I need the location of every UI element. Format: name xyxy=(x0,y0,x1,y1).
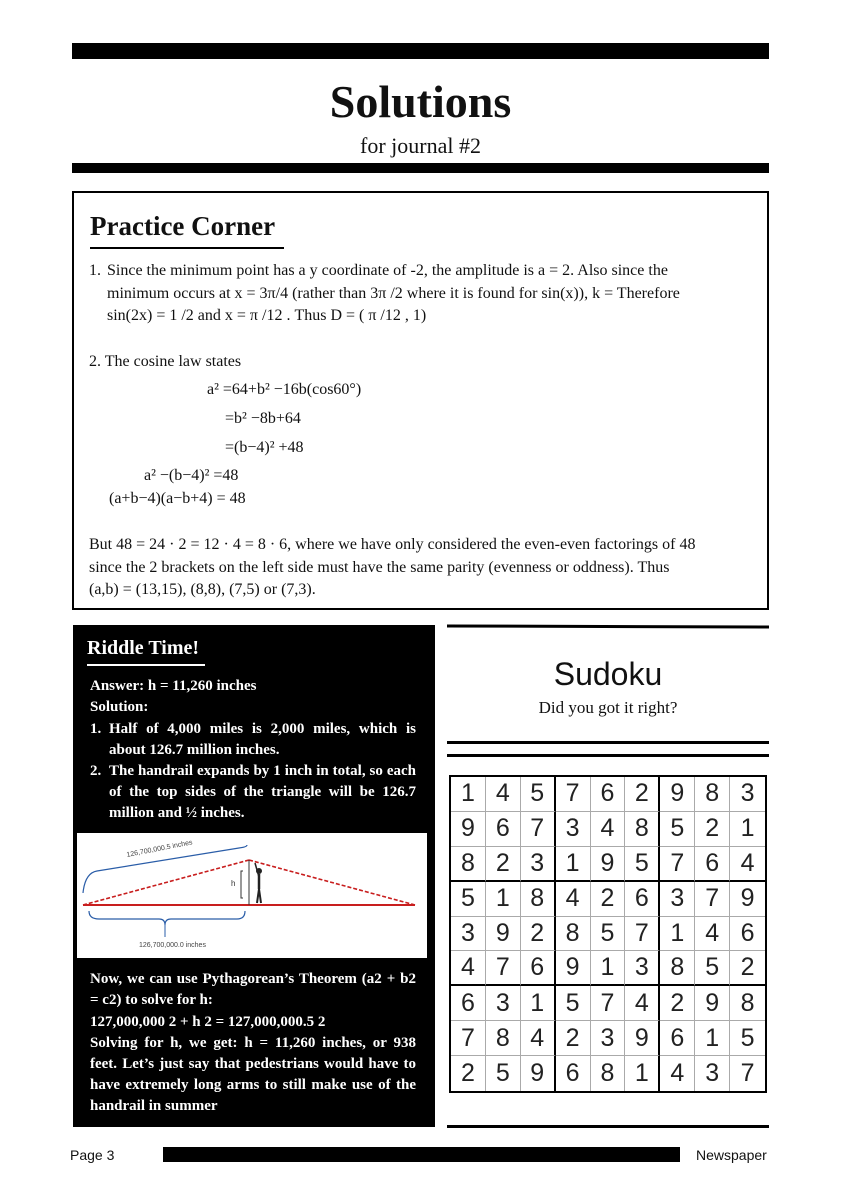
top-brace xyxy=(83,845,247,893)
sudoku-cell: 4 xyxy=(486,777,521,812)
sudoku-cell: 4 xyxy=(591,812,626,847)
sudoku-cell: 3 xyxy=(625,951,660,986)
sudoku-cell: 7 xyxy=(556,777,591,812)
sudoku-cell: 4 xyxy=(625,986,660,1021)
sudoku-cell: 4 xyxy=(521,1021,556,1056)
sudoku-cell: 5 xyxy=(521,777,556,812)
sudoku-cell: 2 xyxy=(660,986,695,1021)
body-line-1: Now, we can use Pythagorean’s Theorem (a2 + b2 xyxy=(90,971,416,987)
sudoku-cell: 8 xyxy=(695,777,730,812)
page-number: Page 3 xyxy=(70,1147,115,1163)
top-length-label: 126,700,000.5 inches xyxy=(126,839,194,859)
sudoku-cell: 7 xyxy=(451,1021,486,1056)
sudoku-cell: 9 xyxy=(695,986,730,1021)
sudoku-cell: 9 xyxy=(521,1056,556,1091)
sudoku-cell: 2 xyxy=(451,1056,486,1091)
equation-3: =(b−4)² +48 xyxy=(225,439,304,456)
sudoku-cell: 3 xyxy=(451,917,486,952)
conclusion-line-1: But 48 = 24 · 2 = 12 · 4 = 8 · 6, where we have only considered the even-even factorings of 48 xyxy=(89,536,696,553)
sudoku-cell: 2 xyxy=(521,917,556,952)
riddle-heading: Riddle Time! xyxy=(87,635,205,666)
sudoku-cell: 1 xyxy=(521,986,556,1021)
sudoku-cell: 1 xyxy=(625,1056,660,1091)
sudoku-cell: 1 xyxy=(556,847,591,882)
sudoku-cell: 4 xyxy=(451,951,486,986)
sudoku-cell: 8 xyxy=(730,986,765,1021)
sudoku-cell: 3 xyxy=(695,1056,730,1091)
step1-marker: 1. xyxy=(90,721,102,737)
sudoku-cell: 5 xyxy=(486,1056,521,1091)
sudoku-cell: 9 xyxy=(660,777,695,812)
sudoku-cell: 1 xyxy=(486,882,521,917)
item1-line-2: minimum occurs at x = 3π/4 (rather than 3π /2 where it is found for sin(x)), k = Therefore xyxy=(107,284,680,302)
sudoku-cell: 2 xyxy=(695,812,730,847)
sudoku-cell: 2 xyxy=(625,777,660,812)
sudoku-cell: 6 xyxy=(521,951,556,986)
body-line-2: = c2) to solve for h: xyxy=(90,992,213,1008)
footer-rule xyxy=(163,1147,680,1162)
step2-line-3: million and ½ inches. xyxy=(109,805,245,821)
conclusion-line-3: (a,b) = (13,15), (8,8), (7,5) or (7,3). xyxy=(89,581,316,598)
body-line-5: feet. Let’s just say that pedestrians would have to xyxy=(90,1056,416,1072)
person-leg xyxy=(259,889,261,903)
top-rule xyxy=(72,43,769,59)
sudoku-cell: 9 xyxy=(625,1021,660,1056)
sudoku-rule-2 xyxy=(447,754,769,757)
sudoku-cell: 7 xyxy=(625,917,660,952)
sudoku-cell: 3 xyxy=(660,882,695,917)
item1-line-3: sin(2x) = 1 /2 and x = π /12 . Thus D = ( π /12 , 1) xyxy=(107,307,427,324)
body-line-6: have extremely long arms to still make use of the xyxy=(90,1077,416,1093)
riddle-answer: Answer: h = 11,260 inches xyxy=(90,678,257,694)
sudoku-cell: 7 xyxy=(660,847,695,882)
sudoku-cell: 8 xyxy=(451,847,486,882)
triangle-right-side xyxy=(249,860,415,905)
sudoku-cell: 1 xyxy=(695,1021,730,1056)
item1-marker: 1. xyxy=(89,262,101,279)
sudoku-cell: 8 xyxy=(591,1056,626,1091)
sudoku-title: Sudoku xyxy=(553,656,663,692)
sudoku-cell: 2 xyxy=(486,847,521,882)
handrail-diagram-svg xyxy=(77,833,427,958)
conclusion-line-2: since the 2 brackets on the left side must have the same parity (evenness or oddness). Thus xyxy=(89,558,670,576)
sudoku-cell: 8 xyxy=(521,882,556,917)
sudoku-cell: 6 xyxy=(625,882,660,917)
sudoku-cell: 1 xyxy=(660,917,695,952)
sudoku-cell: 5 xyxy=(556,986,591,1021)
sudoku-rule-1 xyxy=(447,741,769,744)
equation-1: a² =64+b² −16b(cos60°) xyxy=(207,381,362,398)
body-line-3: 127,000,000 2 + h 2 = 127,000,000.5 2 xyxy=(90,1014,326,1030)
height-brace xyxy=(241,871,243,898)
sudoku-cell: 3 xyxy=(556,812,591,847)
sudoku-cell: 9 xyxy=(591,847,626,882)
sudoku-cell: 7 xyxy=(695,882,730,917)
sudoku-cell: 8 xyxy=(556,917,591,952)
sudoku-cell: 3 xyxy=(486,986,521,1021)
sudoku-cell: 1 xyxy=(451,777,486,812)
item1-line-1: Since the minimum point has a y coordinate of -2, the amplitude is a = 2. Also since the xyxy=(107,262,668,279)
sudoku-cell: 4 xyxy=(660,1056,695,1091)
height-label: h xyxy=(231,879,236,888)
sudoku-subtitle: Did you got it right? xyxy=(538,698,678,717)
sudoku-cell: 9 xyxy=(730,882,765,917)
sudoku-cell: 5 xyxy=(591,917,626,952)
equation-4: a² −(b−4)² =48 xyxy=(144,467,239,484)
sudoku-cell: 6 xyxy=(486,812,521,847)
page-subtitle: for journal #2 xyxy=(360,133,481,158)
riddle-solution-label: Solution: xyxy=(90,699,149,715)
bottom-length-label: 126,700,000.0 inches xyxy=(139,942,206,949)
sudoku-cell: 2 xyxy=(591,882,626,917)
sudoku-cell: 6 xyxy=(695,847,730,882)
sudoku-cell: 3 xyxy=(521,847,556,882)
step2-marker: 2. xyxy=(90,763,102,779)
sudoku-cell: 7 xyxy=(591,986,626,1021)
sudoku-cell: 5 xyxy=(625,847,660,882)
sudoku-cell: 1 xyxy=(730,812,765,847)
sudoku-cell: 1 xyxy=(591,951,626,986)
footer-section: Newspaper xyxy=(696,1147,767,1163)
sudoku-cell: 9 xyxy=(486,917,521,952)
sudoku-cell: 5 xyxy=(695,951,730,986)
sudoku-cell: 3 xyxy=(591,1021,626,1056)
sudoku-cell: 5 xyxy=(451,882,486,917)
sudoku-cell: 3 xyxy=(730,777,765,812)
bottom-brace xyxy=(89,911,245,925)
practice-corner-box xyxy=(72,191,769,610)
sudoku-cell: 9 xyxy=(556,951,591,986)
sudoku-cell: 5 xyxy=(660,812,695,847)
sudoku-cell: 7 xyxy=(521,812,556,847)
sudoku-cell: 8 xyxy=(660,951,695,986)
sudoku-cell: 6 xyxy=(660,1021,695,1056)
triangle-left-side xyxy=(83,860,249,905)
sudoku-cell: 6 xyxy=(556,1056,591,1091)
equation-5: (a+b−4)(a−b+4) = 48 xyxy=(109,490,246,507)
sudoku-cell: 4 xyxy=(730,847,765,882)
sudoku-cell: 9 xyxy=(451,812,486,847)
sudoku-cell: 4 xyxy=(556,882,591,917)
sudoku-bottom-rule xyxy=(447,1125,769,1128)
sudoku-cell: 8 xyxy=(625,812,660,847)
step2-line-2: of the top sides of the triangle will be 126.7 xyxy=(109,784,416,800)
sudoku-cell: 2 xyxy=(556,1021,591,1056)
sudoku-cell: 7 xyxy=(740,1059,755,1088)
step2-line-1: The handrail expands by 1 inch in total, so each xyxy=(109,763,416,779)
sudoku-top-rule xyxy=(447,624,769,628)
body-line-4: Solving for h, we get: h = 11,260 inches, or 938 xyxy=(90,1035,416,1051)
step1-line-1: Half of 4,000 miles is 2,000 miles, which is xyxy=(109,721,416,737)
sudoku-cell: 7 xyxy=(486,951,521,986)
practice-corner-heading: Practice Corner xyxy=(90,209,284,249)
sudoku-grid xyxy=(449,775,767,1093)
step1-line-2: about 126.7 million inches. xyxy=(109,742,280,758)
page-title: Solutions xyxy=(329,76,512,127)
sudoku-cell: 2 xyxy=(730,951,765,986)
sudoku-cell: 6 xyxy=(730,917,765,952)
sudoku-cell: 4 xyxy=(695,917,730,952)
sudoku-cell: 8 xyxy=(486,1021,521,1056)
item2-intro: 2. The cosine law states xyxy=(89,353,242,370)
body-line-7: handrail in summer xyxy=(90,1098,218,1114)
handrail-diagram xyxy=(77,833,427,958)
equation-2: =b² −8b+64 xyxy=(225,410,301,427)
sudoku-cell: 5 xyxy=(730,1021,765,1056)
sudoku-cell: 6 xyxy=(451,986,486,1021)
header-rule xyxy=(72,163,769,173)
sudoku-cell: 6 xyxy=(591,777,626,812)
